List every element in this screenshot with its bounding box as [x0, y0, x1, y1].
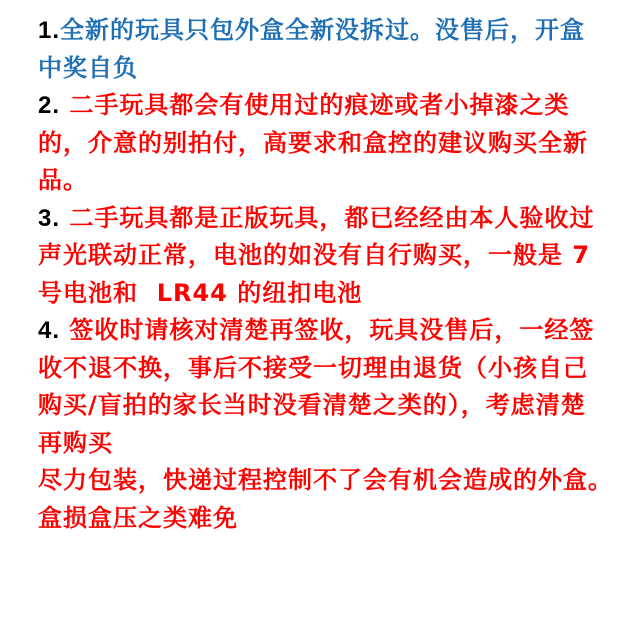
item-1-line-1: [38, 12, 608, 50]
item-4-line-2: 收不退不换，事后不接受一切理由退货（小孩自己: [38, 353, 588, 382]
terms-notice: [38, 12, 613, 537]
item-3-number: 3.: [38, 204, 61, 232]
item-1-line-2: 中奖自负: [38, 53, 138, 82]
item-1-text: 全新的玩具只包外盒全新没拆过。没售后，开盒: [60, 16, 586, 44]
item-2-text: 二手玩具都会有使用过的痕迹或者小掉漆之类: [60, 91, 570, 119]
item-4-line-1: [38, 312, 608, 350]
item-1-number: 1.: [38, 17, 61, 44]
item-2-line-2: 的，介意的别拍付，高要求和盒控的建议购买全新: [38, 128, 588, 157]
item-2-number: 2.: [38, 92, 61, 119]
item-3-text: 二手玩具都是正版玩具，都已经经由本人验收过: [60, 203, 595, 232]
item-2-line-1: [38, 87, 608, 125]
item-4-line-4: 再购买: [38, 428, 113, 457]
item-3-line-2: 声光联动正常，电池的如没有自行购买，一般是 7: [38, 241, 591, 269]
item-3-line-3: 号电池和 LR44 的纽扣电池: [38, 278, 363, 307]
item-4-text: 签收时请核对清楚再签收，玩具没售后，一经签: [60, 316, 595, 344]
item-4-number: 4.: [38, 317, 61, 344]
packaging-line-1: 尽力包装，快递过程控制不了会有机会造成的外盒。: [38, 466, 613, 494]
item-4-line-3: 购买/盲拍的家长当时没看清楚之类的），考虑清楚: [38, 391, 586, 419]
packaging-line-2: 盒损盒压之类难免: [38, 503, 238, 532]
item-2-line-3: 品。: [38, 166, 88, 194]
item-3-line-1: [38, 200, 608, 238]
